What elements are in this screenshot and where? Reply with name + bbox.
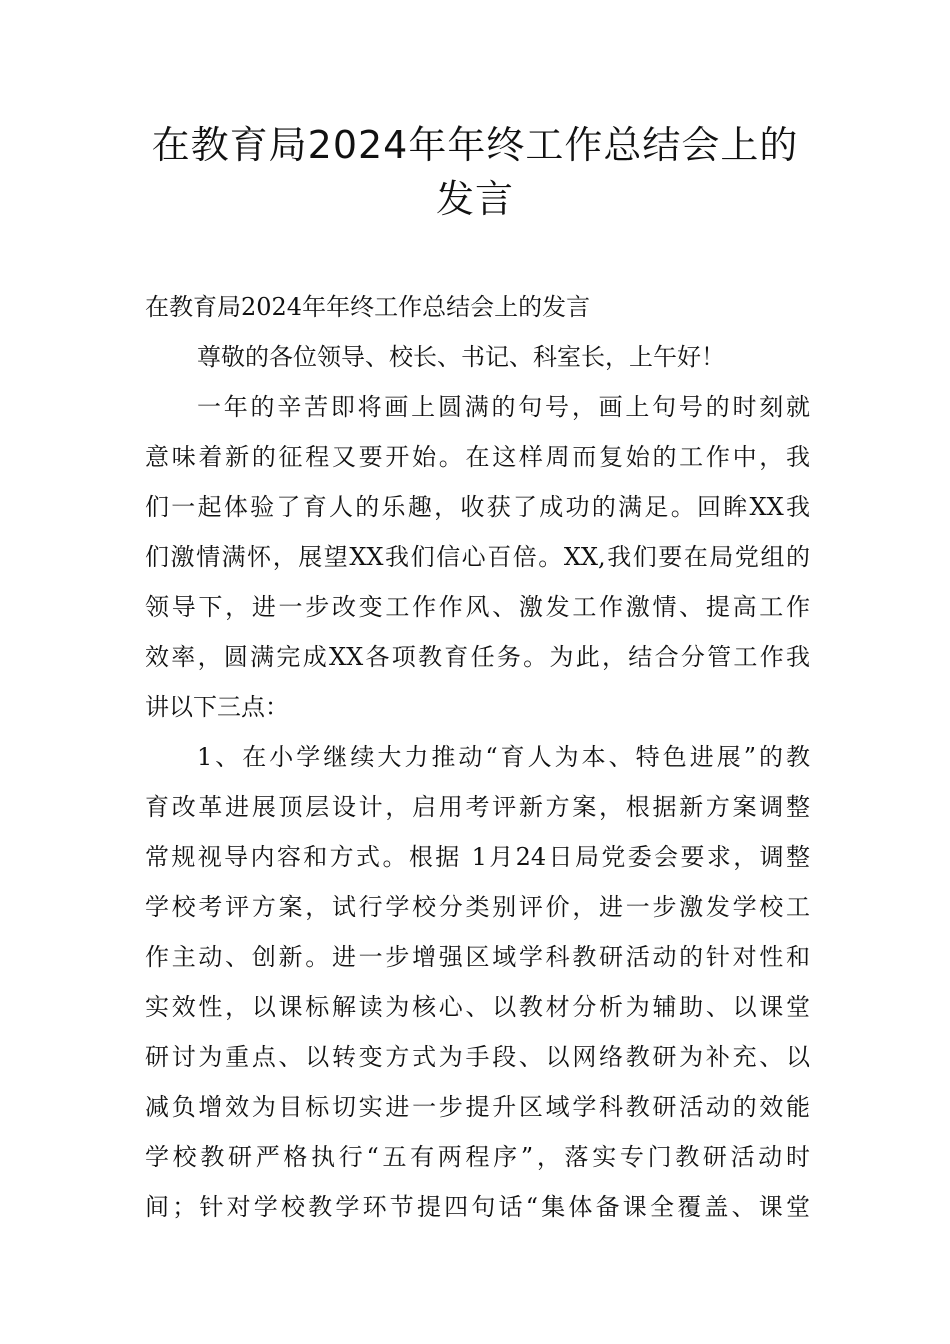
paragraph-line: 减负增效为目标切实进一步提升区域学科教研活动的效能 — [145, 1093, 810, 1121]
paragraph-line: 们一起体验了育人的乐趣，收获了成功的满足。回眸XX我 — [145, 493, 810, 521]
document-title — [120, 118, 830, 226]
paragraph-line: 讲以下三点： — [145, 693, 289, 721]
greeting-line: 尊敬的各位领导、校长、书记、科室长，上午好！ — [197, 343, 725, 371]
title-line-2: 发言 — [435, 177, 514, 221]
paragraph-line: 们激情满怀，展望XX我们信心百倍。XX,我们要在局党组的 — [145, 543, 810, 571]
paragraph-line: 一年的辛苦即将画上圆满的句号，画上句号的时刻就 — [197, 393, 810, 421]
paragraph-line: 作主动、创新。进一步增强区域学科教研活动的针对性和 — [145, 943, 810, 971]
paragraph-line: 学校考评方案，试行学校分类别评价，进一步激发学校工 — [145, 893, 810, 921]
paragraph-line: 间；针对学校教学环节提四句话“集体备课全覆盖、课堂 — [145, 1193, 810, 1221]
paragraph-line: 效率，圆满完成XX各项教育任务。为此，结合分管工作我 — [145, 643, 810, 671]
paragraph-line: 学校教研严格执行“五有两程序”，落实专门教研活动时 — [145, 1143, 810, 1171]
paragraph-line: 常规视导内容和方式。根据 1月24日局党委会要求，调整 — [145, 843, 810, 871]
subtitle-line: 在教育局2024年年终工作总结会上的发言 — [145, 293, 591, 321]
paragraph-line: 1、在小学继续大力推动“育人为本、特色进展”的教 — [197, 743, 810, 771]
title-line-1: 在教育局2024年年终工作总结会上的 — [151, 123, 799, 167]
paragraph-line: 意味着新的征程又要开始。在这样周而复始的工作中，我 — [145, 443, 810, 471]
paragraph-line: 实效性，以课标解读为核心、以教材分析为辅助、以课堂 — [145, 993, 810, 1021]
paragraph-line: 育改革进展顶层设计，启用考评新方案，根据新方案调整 — [145, 793, 810, 821]
paragraph-line: 领导下，进一步改变工作作风、激发工作激情、提高工作 — [145, 593, 810, 621]
document-body — [145, 282, 810, 1232]
paragraph-line: 研讨为重点、以转变方式为手段、以网络教研为补充、以 — [145, 1043, 810, 1071]
